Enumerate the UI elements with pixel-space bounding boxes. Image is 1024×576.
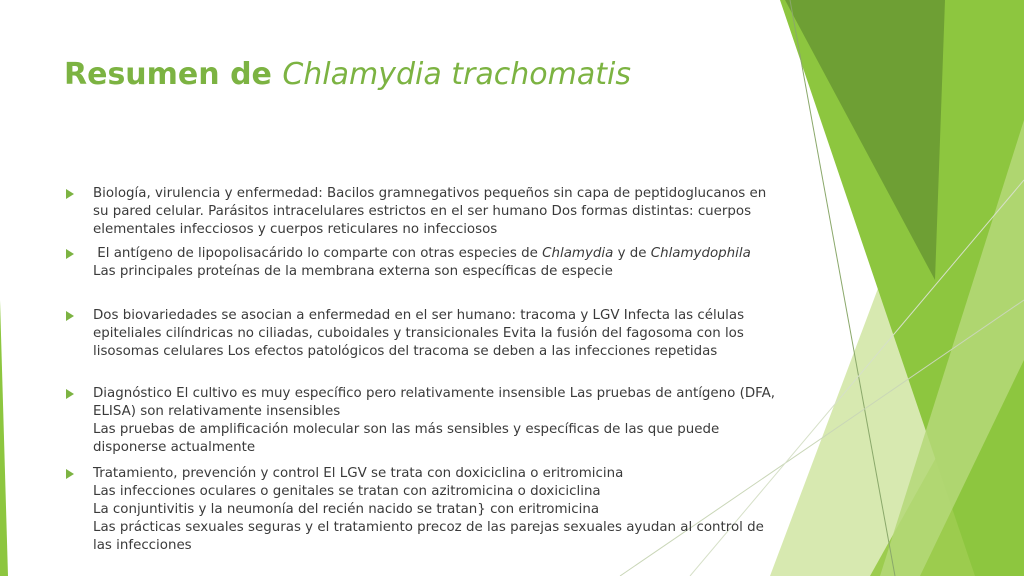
italic-genus-chlamydia: Chlamydia bbox=[542, 246, 614, 261]
triangle-right-icon bbox=[66, 469, 74, 479]
bullet-line: elementales infecciosos y cuerpos reticulares no infecciosos bbox=[93, 222, 498, 237]
bullet-item-diagnostico bbox=[64, 385, 776, 457]
bullet-item-biologia bbox=[64, 185, 770, 239]
bullet-line: disponerse actualmente bbox=[93, 440, 256, 455]
title-prefix: Resumen de bbox=[64, 57, 283, 92]
triangle-right-icon bbox=[66, 389, 74, 399]
slide-title bbox=[64, 55, 631, 95]
bullet-line: su pared celular. Parásitos intracelulares estrictos en el ser humano Dos formas distintas: cuerpos bbox=[93, 204, 752, 219]
bullet-line: Las principales proteínas de la membrana externa son específicas de especie bbox=[93, 264, 613, 279]
italic-genus-chlamydophila: Chlamydophila bbox=[650, 246, 751, 261]
bullet-line: Biología, virulencia y enfermedad: Bacilos gramnegativos pequeños sin capa de peptidoglucanos en bbox=[93, 186, 767, 201]
bullet-line: ELISA) son relativamente insensibles bbox=[93, 404, 341, 419]
bullet-item-biovariedades bbox=[64, 307, 770, 361]
bullet-line: La conjuntivitis y la neumonía del recién nacido se tratan} con eritromicina bbox=[93, 502, 600, 517]
bullet-list bbox=[64, 185, 776, 561]
bullet-item-antigeno bbox=[64, 245, 770, 281]
bullet-item-tratamiento bbox=[64, 465, 770, 555]
bullet-line: Tratamiento, prevención y control El LGV se trata con doxiciclina o eritromicina bbox=[93, 466, 624, 481]
bullet-line: lisosomas celulares Los efectos patológicos del tracoma se deben a las infecciones repetidas bbox=[93, 344, 718, 359]
left-edge-stripe bbox=[0, 300, 8, 576]
text-segment: y de bbox=[613, 246, 651, 261]
triangle-right-icon bbox=[66, 249, 74, 259]
bullet-line bbox=[93, 245, 770, 263]
triangle-right-icon bbox=[66, 189, 74, 199]
bullet-line: epiteliales cilíndricas no ciliadas, cuboidales y transicionales Evita la fusión del fagosoma con los bbox=[93, 326, 744, 341]
bullet-line: las infecciones bbox=[93, 538, 192, 553]
title-italic-species: Chlamydia trachomatis bbox=[282, 57, 631, 92]
bullet-line: Diagnóstico El cultivo es muy específico pero relativamente insensible Las pruebas de antígeno (DFA, bbox=[93, 386, 776, 401]
bullet-line: Las pruebas de amplificación molecular son las más sensibles y específicas de las que puede bbox=[93, 422, 720, 437]
bullet-line: Las prácticas sexuales seguras y el tratamiento precoz de las parejas sexuales ayudan al control de bbox=[93, 520, 764, 535]
triangle-right-icon bbox=[66, 311, 74, 321]
bullet-line: Dos biovariedades se asocian a enfermedad en el ser humano: tracoma y LGV Infecta las células bbox=[93, 308, 745, 323]
text-segment: El antígeno de lipopolisacárido lo comparte con otras especies de bbox=[93, 246, 543, 261]
bullet-line: Las infecciones oculares o genitales se tratan con azitromicina o doxiciclina bbox=[93, 484, 601, 499]
